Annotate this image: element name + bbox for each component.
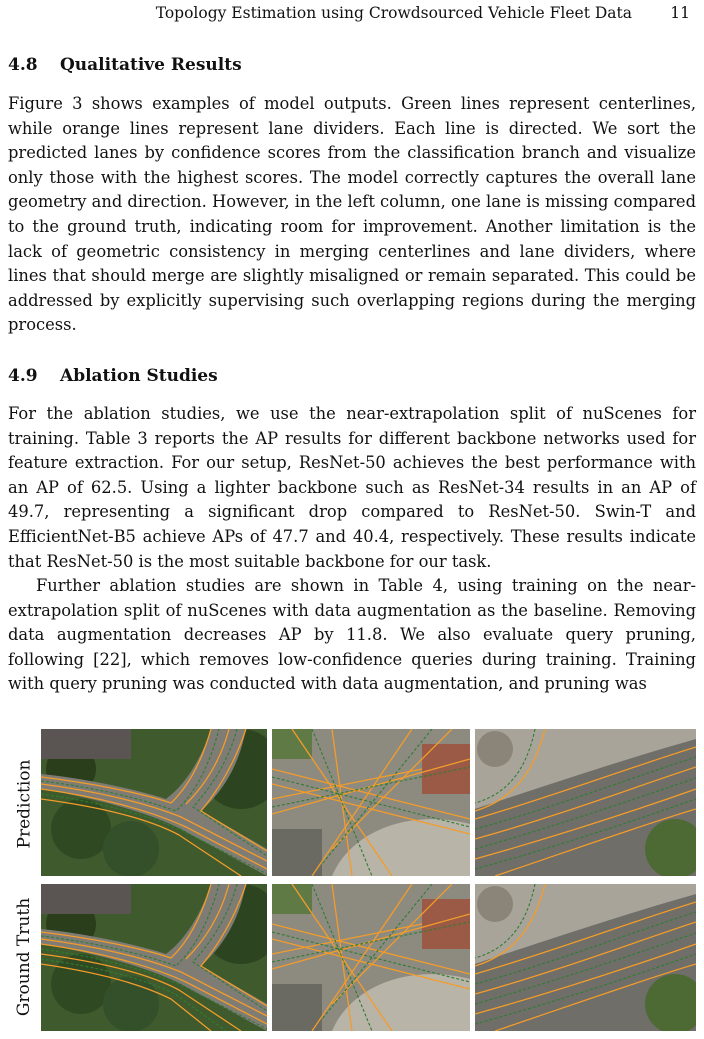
section-number: 4.8 [8, 55, 38, 75]
aerial-road-right [475, 729, 696, 876]
paragraph-ablation-2: Further ablation studies are shown in Table 4, using training on the nearextrapolation split of nuScenes with data augmentation as the baseline. Removing data augmentation decreases AP by 11.8. We also evaluate query pruning, following [22], which removes low-confidence queries during training. Training with query pruning was conducted with data augmentation, and pruning was [8, 576, 696, 694]
image-ground-truth-middle [272, 884, 470, 1031]
aerial-intersection-middle [272, 729, 470, 876]
image-ground-truth-right [475, 884, 696, 1031]
section-heading-qualitative [8, 55, 242, 75]
page-number: 11 [670, 4, 690, 22]
row-label-ground-truth: Ground Truth [14, 897, 35, 1016]
section-title: Ablation Studies [60, 366, 218, 386]
section-title: Qualitative Results [60, 55, 242, 75]
image-ground-truth-left [41, 884, 267, 1031]
aerial-intersection-left [41, 729, 267, 876]
section-number: 4.9 [8, 366, 38, 386]
paragraph-qualitative: Figure 3 shows examples of model outputs. Green lines represent centerlines, while orange lines represent lane dividers. Each line is directed. We sort the predicted lanes by confidence scores from the classification branch and visualize only those with the highest scores. The model correctly captures the overall lane geometry and direction. However, in the left column, one lane is missing compared to the ground truth, indicating room for improvement. Another limitation is the lack of geometric consistency in merging centerlines and lane dividers, where lines that should merge are slightly misaligned or remain separated. This could be addressed by explicitly supervising such overlapping regions during the merging process. [8, 94, 696, 335]
aerial-intersection-left-gt [41, 884, 267, 1031]
section-heading-ablation [8, 366, 218, 386]
aerial-intersection-middle-gt [272, 884, 470, 1031]
image-prediction-middle [272, 729, 470, 876]
figure-qualitative-results [8, 729, 696, 1035]
paragraph-ablation-1: For the ablation studies, we use the near-extrapolation split of nuScenes for training. Table 3 reports the AP results for different backbone networks used for feature extraction. For our setup, ResNet-50 achieves the best performance with an AP of 62.5. Using a lighter backbone such as ResNet-34 results in an AP of 49.7, representing a significant drop compared to ResNet-50. Swin-T and EfficientNet-B5 achieve APs of 47.7 and 40.4, respectively. These results indicate that ResNet-50 is the most suitable backbone for our task. [8, 404, 696, 571]
image-prediction-right [475, 729, 696, 876]
running-header [0, 4, 696, 26]
image-prediction-left [41, 729, 267, 876]
running-title: Topology Estimation using Crowdsourced Vehicle Fleet Data [155, 4, 632, 22]
row-label-prediction: Prediction [14, 759, 35, 848]
aerial-road-right-gt [475, 884, 696, 1031]
